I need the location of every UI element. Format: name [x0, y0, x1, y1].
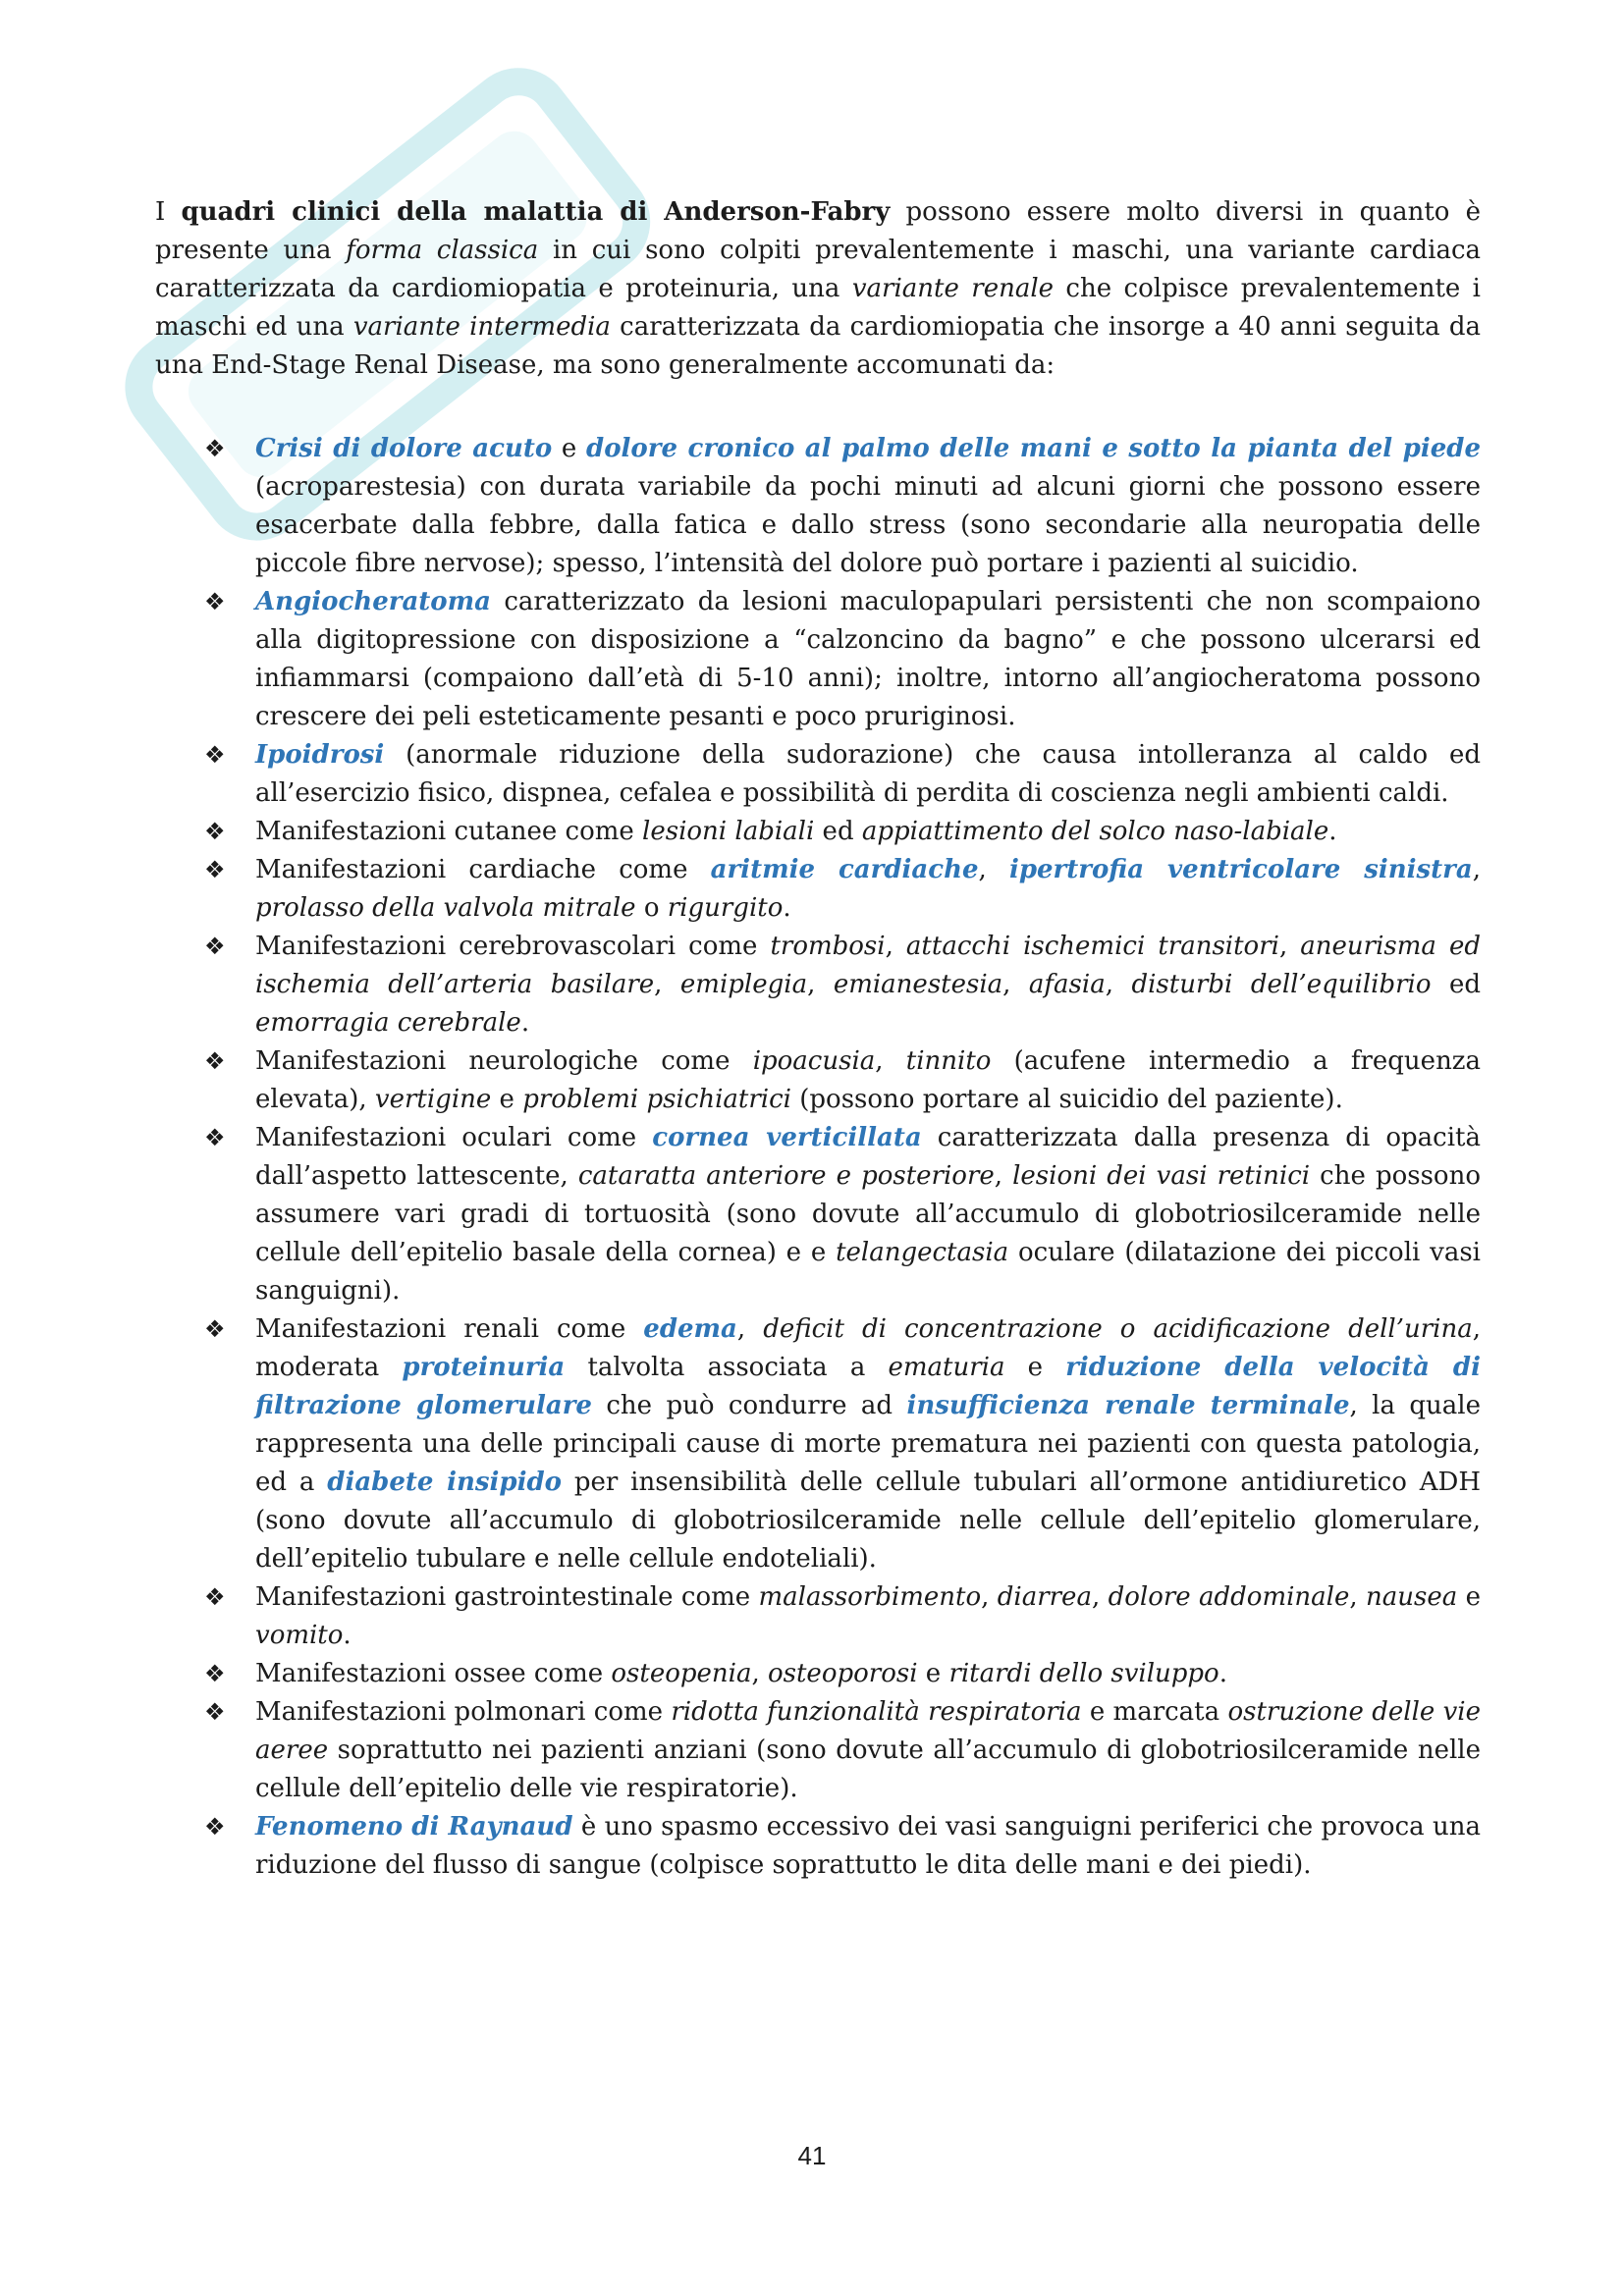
text-run: e [552, 434, 587, 463]
highlighted-term: insufficienza renale terminale [906, 1391, 1350, 1420]
text-run: , [807, 970, 834, 999]
diamond-bullet-icon: ❖ [204, 933, 226, 960]
italic-term: appiattimento del solco naso-labiale [861, 817, 1329, 846]
italic-term: afasia [1028, 970, 1106, 999]
diamond-bullet-icon: ❖ [204, 1698, 226, 1726]
text-run: , [1002, 970, 1029, 999]
italic-term: lesioni labiali [642, 817, 815, 846]
text-run: , [978, 855, 1009, 884]
highlighted-term: dolore cronico al palmo delle mani e sotto la pianta del piede [586, 434, 1481, 463]
text-run: oculare (dilatazione dei piccoli vasi sanguigni). [255, 1238, 1481, 1306]
italic-term: ostruzione delle vie aeree [255, 1697, 1481, 1765]
italic-term: dolore addominale [1108, 1582, 1350, 1612]
highlighted-term: Fenomeno di Raynaud [255, 1812, 573, 1842]
diamond-bullet-icon: ❖ [204, 1315, 226, 1343]
bullet-item [155, 1119, 1481, 1310]
italic-term: aneurisma ed ischemia dell’arteria basilare [255, 932, 1481, 999]
text-run: Manifestazioni gastrointestinale come [255, 1582, 759, 1612]
diamond-bullet-icon: ❖ [204, 435, 226, 462]
bullet-item [155, 1042, 1481, 1119]
italic-term: tinnito [905, 1046, 992, 1076]
text-run: , [751, 1659, 768, 1688]
diamond-bullet-icon: ❖ [204, 1660, 226, 1687]
highlighted-term: edema [643, 1314, 737, 1344]
italic-term: nausea [1366, 1582, 1458, 1612]
italic-term: osteopenia [611, 1659, 752, 1688]
italic-term: emorragia cerebrale [255, 1008, 521, 1038]
italic-term: problemi psichiatrici [522, 1085, 791, 1114]
highlighted-term: diabete insipido [327, 1468, 562, 1497]
diamond-bullet-icon: ❖ [204, 818, 226, 845]
text-run: , [1091, 1582, 1109, 1612]
italic-term: malassorbimento [758, 1582, 982, 1612]
text-run: , [981, 1582, 998, 1612]
italic-term: disturbi dell’equilibrio [1131, 970, 1432, 999]
text-run: soprattutto nei pazienti anziani (sono dovute all’accumulo di globotriosilceramide nelle cellule dell’epitelio delle vie respiratorie). [255, 1735, 1481, 1803]
bold-term: quadri clinici della malattia di Anderson-Fabry [181, 197, 891, 227]
text-run: possono essere molto diversi in quanto è presente una [155, 197, 1481, 265]
text-run: è uno spasmo eccessivo dei vasi sanguigni periferici che provoca una riduzione del flusso di sangue (colpisce soprattutto le dita delle mani e dei piedi). [255, 1812, 1482, 1880]
text-run: , la quale rappresenta una delle principali cause di morte prematura nei pazienti con questa patologia, ed a [255, 1391, 1481, 1497]
italic-term: vomito [255, 1621, 344, 1650]
italic-term: variante intermedia [352, 312, 611, 342]
text-run: , [885, 932, 906, 961]
italic-term: emiplegia [679, 970, 808, 999]
italic-term: emianestesia [833, 970, 1003, 999]
bullet-item [155, 1808, 1481, 1885]
bullet-item [155, 851, 1481, 928]
text-run: e [917, 1659, 949, 1688]
text-run: e [1457, 1582, 1481, 1612]
bullet-item [155, 1693, 1481, 1808]
italic-term: rigurgito [667, 893, 784, 923]
diamond-bullet-icon: ❖ [204, 1124, 226, 1151]
text-run: . [343, 1621, 352, 1650]
italic-term: attacchi ischemici transitori [905, 932, 1279, 961]
text-run: , [875, 1046, 906, 1076]
text-run: caratterizzata da cardiomiopatia che insorge a 40 anni seguita da una End-Stage Renal Disease, ma sono generalmente accomunati da: [155, 312, 1482, 380]
italic-term: trombosi [770, 932, 886, 961]
text-run: Manifestazioni oculari come [255, 1123, 653, 1152]
text-run: che può condurre ad [591, 1391, 907, 1420]
highlighted-term: Ipoidrosi [255, 740, 385, 770]
highlighted-term: aritmie cardiache [710, 855, 979, 884]
intro-paragraph [155, 193, 1481, 385]
text-run: , [1349, 1582, 1367, 1612]
text-run: , [1105, 970, 1132, 999]
text-run: . [783, 893, 791, 923]
text-run: e [491, 1085, 523, 1114]
highlighted-term: Crisi di dolore acuto [255, 434, 553, 463]
text-run: che colpisce prevalentemente i maschi ed una [155, 274, 1481, 342]
italic-term: vertigine [374, 1085, 492, 1114]
italic-term: deficit di concentrazione o acidificazione dell’urina [763, 1314, 1473, 1344]
highlighted-term: cornea verticillata [652, 1123, 922, 1152]
bullet-item [155, 583, 1481, 736]
bullet-item [155, 1310, 1481, 1578]
italic-term: ritardi dello sviluppo [948, 1659, 1219, 1688]
text-run: , [1472, 855, 1481, 884]
bullet-item [155, 1578, 1481, 1655]
italic-term: osteoporosi [767, 1659, 918, 1688]
text-run: , moderata [255, 1314, 1482, 1382]
text-run: Manifestazioni neurologiche come [255, 1046, 753, 1076]
text-run: (possono portare al suicidio del paziente). [791, 1085, 1343, 1114]
text-run: , [654, 970, 680, 999]
text-run: , [994, 1161, 1013, 1191]
text-run: Manifestazioni cutanee come [255, 817, 643, 846]
text-run: ed [1431, 970, 1482, 999]
bullet-item [155, 1655, 1481, 1693]
italic-term: lesioni dei vasi retinici [1012, 1161, 1311, 1191]
bullet-item [155, 736, 1481, 813]
text-run: . [1218, 1659, 1227, 1688]
text-run: per insensibilità delle cellule tubulari all’ormone antidiuretico ADH (sono dovute all’accumulo di globotriosilceramide nelle cellule dell’epitelio glomerulare, dell’epitelio tubulare e nelle cellule endoteliali). [255, 1468, 1481, 1574]
italic-term: cataratta anteriore e posteriore [577, 1161, 995, 1191]
text-run: I [155, 197, 182, 227]
italic-term: ipoacusia [752, 1046, 876, 1076]
italic-term: ematuria [888, 1353, 1005, 1382]
diamond-bullet-icon: ❖ [204, 1583, 226, 1611]
italic-term: variante renale [851, 274, 1055, 303]
text-run: che possono assumere vari gradi di tortuosità (sono dovute all’accumulo di globotriosilceramide nelle cellule dell’epitelio basale della cornea) e e [255, 1161, 1481, 1267]
text-run: e [1004, 1353, 1066, 1382]
diamond-bullet-icon: ❖ [204, 1813, 226, 1841]
highlighted-term: ipertrofia ventricolare sinistra [1008, 855, 1473, 884]
text-run: Manifestazioni ossee come [255, 1659, 612, 1688]
text-run: (acroparestesia) con durata variabile da pochi minuti ad alcuni giorni che possono essere esacerbate dalla febbre, dalla fatica e dallo stress (sono secondarie alla neuropatia delle piccole fibre nervose); spesso, l’intensità del dolore può portare i pazienti al suicidio. [255, 472, 1481, 578]
text-run: , [736, 1314, 764, 1344]
text-run: e marcata [1081, 1697, 1228, 1727]
text-run: talvolta associata a [565, 1353, 889, 1382]
bullet-item [155, 430, 1481, 583]
text-run: Manifestazioni polmonari come [255, 1697, 672, 1727]
manifestations-list [155, 430, 1481, 1885]
page-number: 41 [797, 2141, 827, 2170]
text-run: (acufene intermedio a frequenza elevata), [255, 1046, 1482, 1114]
text-run: Manifestazioni cardiache come [255, 855, 711, 884]
italic-term: prolasso della valvola mitrale [255, 893, 636, 923]
text-run: ed [814, 817, 862, 846]
text-run: Manifestazioni renali come [255, 1314, 644, 1344]
diamond-bullet-icon: ❖ [204, 1047, 226, 1075]
text-run: Manifestazioni cerebrovascolari come [255, 932, 771, 961]
text-run: , [1278, 932, 1301, 961]
highlighted-term: proteinuria [402, 1353, 566, 1382]
bullet-item [155, 928, 1481, 1042]
text-run: . [520, 1008, 530, 1038]
text-run: in cui sono colpiti prevalentemente i maschi, una variante cardiaca caratterizzata da cardiomiopatia e proteinuria, una [155, 236, 1482, 303]
document-body [155, 193, 1481, 1885]
highlighted-term: Angiocheratoma [255, 587, 492, 616]
italic-term: diarrea [997, 1582, 1092, 1612]
text-run: o [635, 893, 668, 923]
italic-term: telangectasia [836, 1238, 1009, 1267]
diamond-bullet-icon: ❖ [204, 856, 226, 883]
diamond-bullet-icon: ❖ [204, 588, 226, 615]
text-run: caratterizzato da lesioni maculopapulari persistenti che non scompaiono alla digitopressione con disposizione a “calzoncino da bagno” e che possono ulcerarsi ed infiammarsi (compaiono dall’età di 5-10 anni); inoltre, intorno all’angiocheratoma possono crescere dei peli esteticamente pesanti e poco pruriginosi. [255, 587, 1481, 731]
text-run: (anormale riduzione della sudorazione) che causa intolleranza al caldo ed all’esercizio fisico, dispnea, cefalea e possibilità di perdita di coscienza negli ambienti caldi. [255, 740, 1481, 808]
text-run: caratterizzata dalla presenza di opacità dall’aspetto lattescente, [255, 1123, 1481, 1191]
bullet-item [155, 813, 1481, 851]
highlighted-term: riduzione della velocità di filtrazione glomerulare [255, 1353, 1481, 1420]
italic-term: forma classica [346, 236, 539, 265]
diamond-bullet-icon: ❖ [204, 741, 226, 769]
text-run: . [1328, 817, 1337, 846]
italic-term: ridotta funzionalità respiratoria [671, 1697, 1082, 1727]
